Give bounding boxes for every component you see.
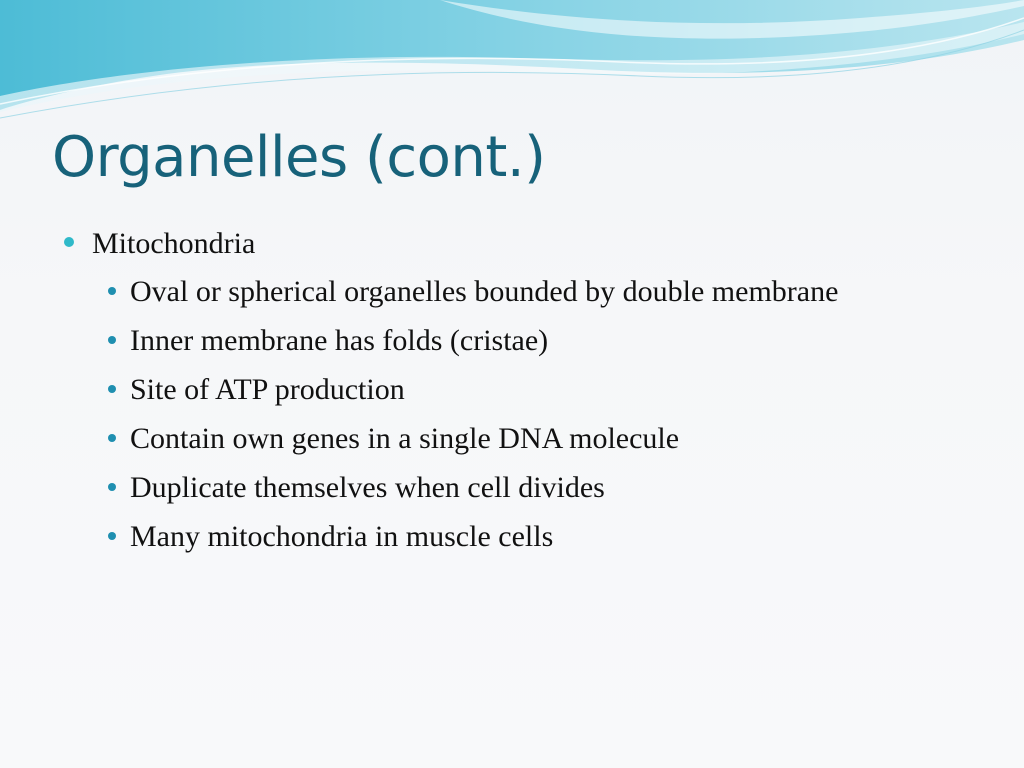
- bullet-text: Site of ATP production: [130, 373, 405, 406]
- list-item: [64, 222, 964, 266]
- sub-bullet-list: [108, 272, 964, 556]
- bullet-text: Inner membrane has folds (cristae): [130, 324, 549, 357]
- list-item: [108, 468, 868, 507]
- bullet-dot-icon: [108, 532, 116, 540]
- bullet-list: [64, 222, 964, 566]
- bullet-dot-icon: [108, 385, 116, 393]
- bullet-dot-icon: [108, 434, 116, 442]
- bullet-dot-icon: [108, 336, 116, 344]
- bullet-dot-icon: [108, 483, 116, 491]
- bullet-text: Many mitochondria in muscle cells: [130, 520, 554, 553]
- list-item: [108, 517, 868, 556]
- bullet-text: Mitochondria: [92, 227, 256, 260]
- header-wave-decoration: [0, 0, 1024, 130]
- list-item: [108, 370, 868, 409]
- bullet-dot-icon: [64, 237, 74, 247]
- bullet-text: Duplicate themselves when cell divides: [130, 471, 605, 504]
- list-item: [108, 321, 868, 360]
- bullet-dot-icon: [108, 287, 116, 295]
- bullet-text: Contain own genes in a single DNA molecule: [130, 422, 680, 455]
- slide-title: Organelles (cont.): [52, 125, 546, 190]
- list-item: [108, 419, 868, 458]
- bullet-text: Oval or spherical organelles bounded by double membrane: [130, 275, 839, 308]
- list-item: [108, 272, 868, 311]
